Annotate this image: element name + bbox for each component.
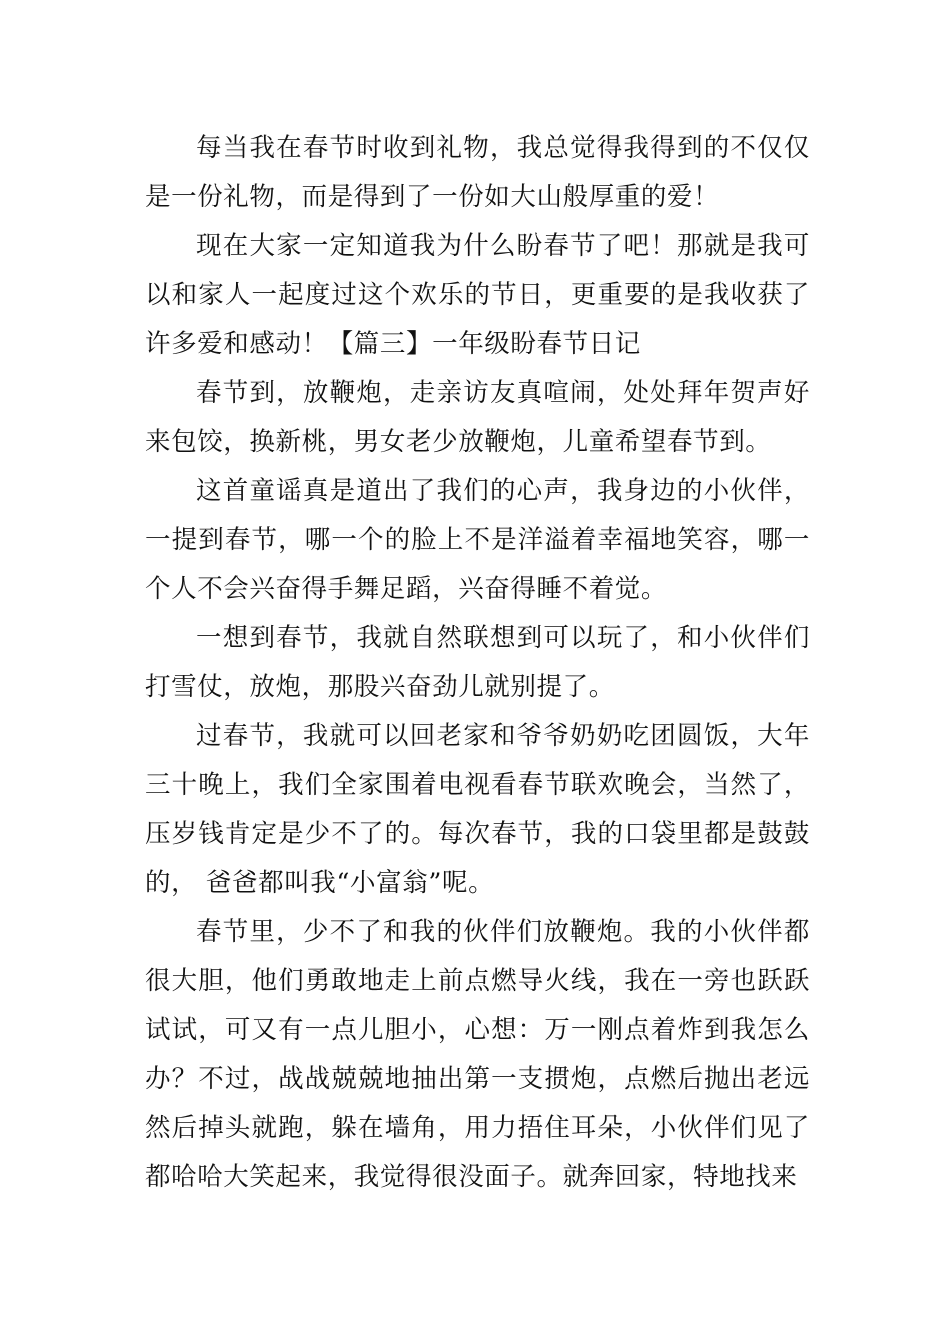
paragraph-gift: 每当我在春节时收到礼物，我总觉得我得到的不仅仅是一份礼物，而是得到了一份如大山般厚重的爱！ bbox=[145, 133, 810, 212]
paragraph-play-snow: 一想到春节，我就自然联想到可以玩了，和小伙伴们打雪仗，放炮，那股兴奋劲儿就别提了。 bbox=[145, 623, 810, 702]
paragraph-reunion-dinner: 过春节，我就可以回老家和爷爷奶奶吃团圆饭，大年三十晚上，我们全家围着电视看春节联欢晚会，当然了，压岁钱肯定是少不了的。每次春节，我的口袋里都是鼓鼓的， 爸爸都叫我“小富翁”呢。 bbox=[145, 721, 810, 898]
paragraph-firecrackers: 春节里，少不了和我的伙伴们放鞭炮。我的小伙伴都很大胆，他们勇敢地走上前点燃导火线，我在一旁也跃跃试试，可又有一点儿胆小，心想：万一刚点着炸到我怎么办？不过，战战兢兢地抽出第一支掼炮，点燃后抛出老远然后掉头就跑，躲在墙角，用力捂住耳朵，小伙伴们见了都哈哈大笑起来，我觉得很没面子。就奔回家，特地找来 bbox=[145, 917, 810, 1192]
paragraph-why-spring-festival: 现在大家一定知道我为什么盼春节了吧！那就是我可以和家人一起度过这个欢乐的节日，更重要的是我收获了许多爱和感动！【篇三】一年级盼春节日记 bbox=[145, 231, 810, 359]
document-body bbox=[145, 124, 810, 1202]
paragraph-nursery-rhyme: 春节到，放鞭炮，走亲访友真喧闹，处处拜年贺声好来包饺，换新桃，男女老少放鞭炮，儿童希望春节到。 bbox=[145, 378, 810, 457]
paragraph-rhyme-voice: 这首童谣真是道出了我们的心声，我身边的小伙伴，一提到春节，哪一个的脸上不是洋溢着幸福地笑容，哪一个人不会兴奋得手舞足蹈，兴奋得睡不着觉。 bbox=[145, 476, 810, 604]
